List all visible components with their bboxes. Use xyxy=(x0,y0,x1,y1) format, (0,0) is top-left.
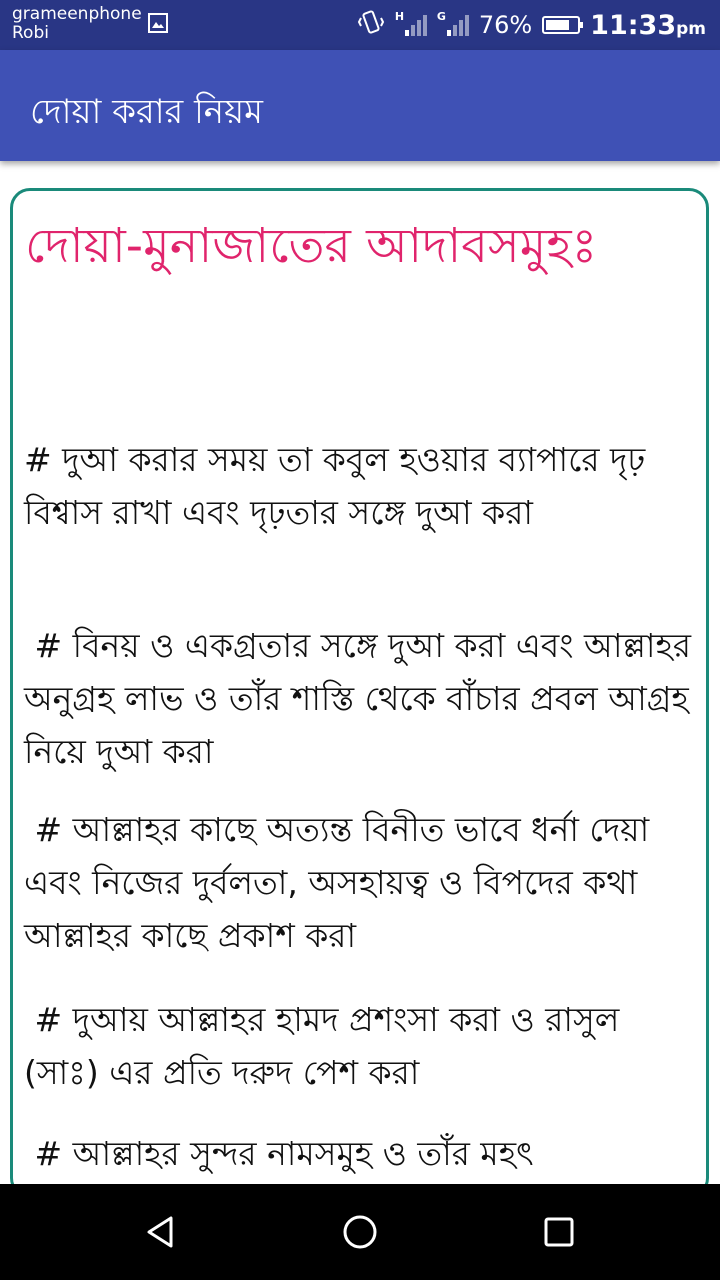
rule-paragraph-1: # দুআ করার সময় তা কবুল হওয়ার ব্যাপারে দৃঢ় বিশ্বাস রাখা এবং দৃঢ়তার সঙ্গে দুআ করা xyxy=(24,440,656,532)
signal-g-icon xyxy=(436,10,469,36)
clock xyxy=(590,10,706,41)
rule-paragraph-3: # আল্লাহর কাছে অত্যন্ত বিনীত ভাবে ধর্না দেয়া এবং নিজের দুর্বলতা, অসহায়ত্ব ও বিপদের কথা আল্লাহর কাছে প্রকাশ করা xyxy=(24,810,660,955)
rule-paragraph-5: # আল্লাহর সুন্দর নামসমুহ ও তাঁর মহৎ xyxy=(24,1134,534,1173)
app-bar xyxy=(0,50,720,161)
content-heading: দোয়া-মুনাজাতের আদাবসমুহঃ xyxy=(25,218,598,274)
signal-h-icon xyxy=(394,10,427,36)
rule-paragraph-2: # বিনয় ও একগ্রতার সঙ্গে দুআ করা এবং আল্লাহর অনুগ্রহ লাভ ও তাঁর শাস্তি থেকে বাঁচার প্রবল আগ্রহ নিয়ে দুআ করা xyxy=(24,626,702,771)
battery-icon xyxy=(542,16,580,34)
clock-suffix: pm xyxy=(676,18,706,39)
back-button[interactable] xyxy=(133,1204,189,1260)
back-triangle-icon xyxy=(141,1212,181,1252)
vibrate-icon xyxy=(357,8,385,42)
network-type-1: H xyxy=(394,10,405,23)
network-type-2: G xyxy=(436,10,446,23)
home-circle-icon xyxy=(340,1212,380,1252)
battery-percent: 76% xyxy=(478,11,533,39)
status-icons xyxy=(357,0,706,50)
recents-square-icon xyxy=(539,1212,579,1252)
carrier-name-1: grameenphone xyxy=(12,4,142,24)
clock-time: 11:33 xyxy=(590,9,677,41)
page-title: দোয়া করার নিয়ম xyxy=(30,92,263,132)
carrier-info xyxy=(12,5,142,43)
content-card[interactable] xyxy=(10,188,709,1198)
home-button[interactable] xyxy=(332,1204,388,1260)
image-notification-icon xyxy=(148,13,168,33)
navigation-bar xyxy=(0,1184,720,1280)
carrier-name-2: Robi xyxy=(12,23,49,43)
recents-button[interactable] xyxy=(531,1204,587,1260)
status-bar xyxy=(0,0,720,50)
rule-paragraph-4: # দুআয় আল্লাহর হামদ প্রশংসা করা ও রাসুল (সাঃ) এর প্রতি দরুদ পেশ করা xyxy=(24,1000,630,1092)
